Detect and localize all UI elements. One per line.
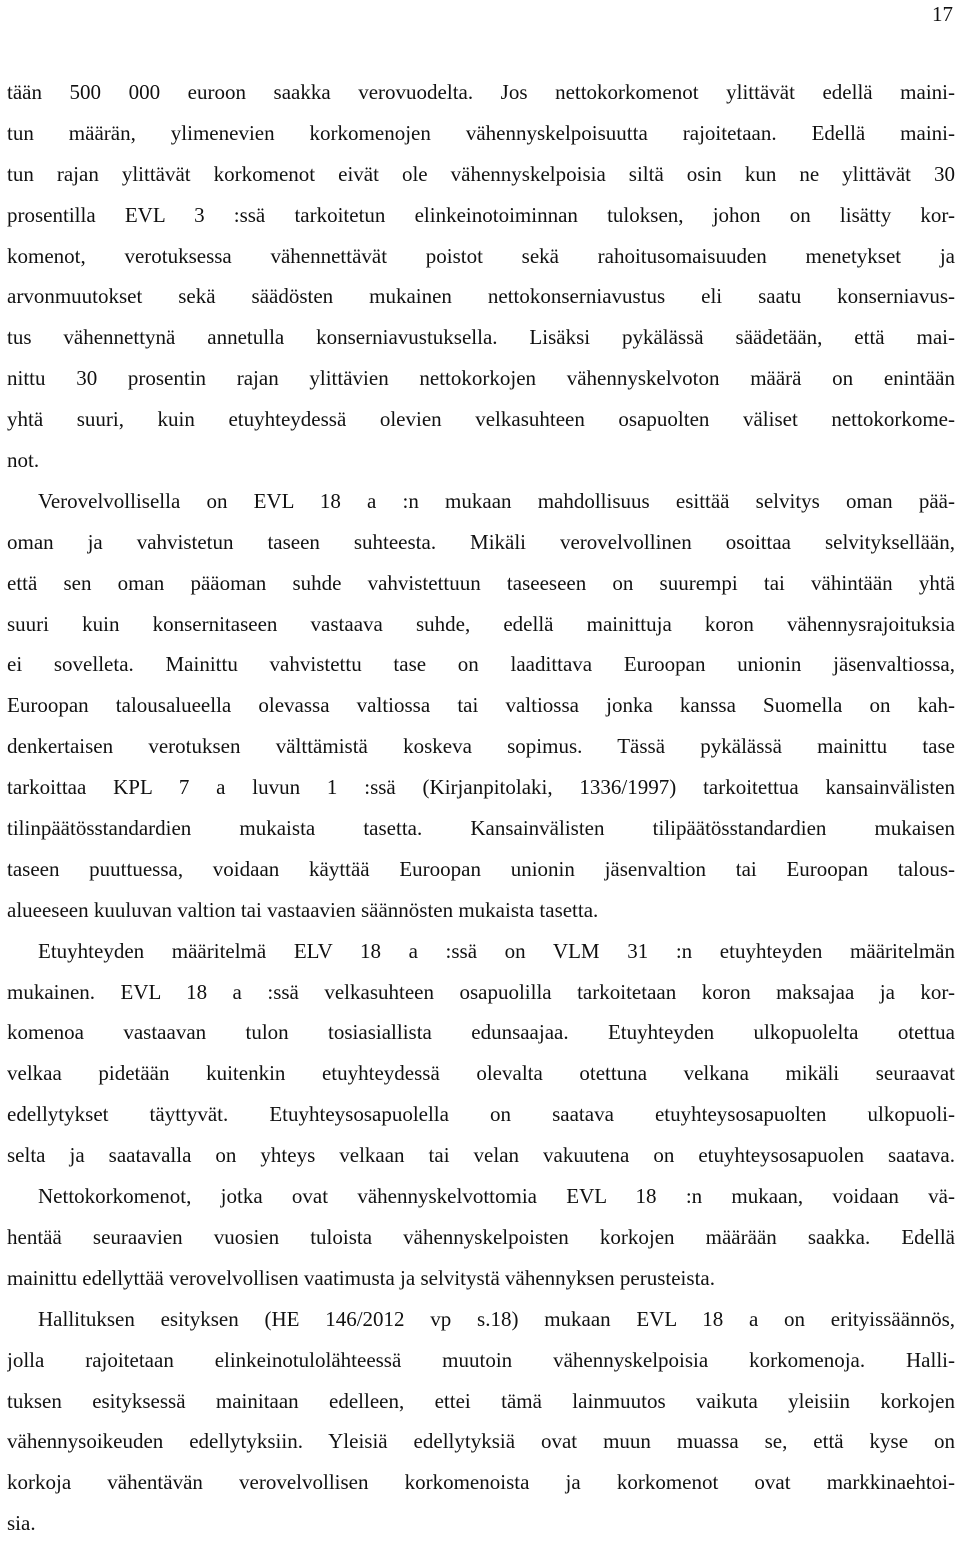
text-line: suuri kuin konsernitaseen vastaava suhde, edellä mainittuja koron vähennysrajoituksia (7, 611, 955, 636)
text-line: sia. (7, 1511, 36, 1536)
text-line: Hallituksen esityksen (HE 146/2012 vp s.18) mukaan EVL 18 a on erityissäännös, (38, 1306, 955, 1331)
body-text (7, 72, 955, 1544)
text-line: prosentilla EVL 3 :ssä tarkoitetun elinkeinotoiminnan tuloksen, johon on lisätty kor- (7, 202, 955, 227)
text-line: selta ja saatavalla on yhteys velkaan tai velan vakuutena on etuyhteysosapuolen saatava. (7, 1143, 955, 1168)
text-line: komenoa vastaavan tulon tosiasiallista edunsaajaa. Etuyhteyden ulkopuolelta otettua (7, 1020, 955, 1045)
text-line: mainittu edellyttää verovelvollisen vaatimusta ja selvitystä vähennyksen perusteista. (7, 1265, 715, 1290)
text-line: edellytykset täyttyvät. Etuyhteysosapuolella on saatava etuyhteysosapuolten ulkopuoli- (7, 1102, 955, 1127)
text-line: Verovelvollisella on EVL 18 a :n mukaan mahdollisuus esittää selvitys oman pää- (38, 488, 955, 513)
text-line: vähennysoikeuden edellytyksiin. Yleisiä edellytyksiä ovat muun muassa se, että kyse on (7, 1429, 955, 1454)
text-line: mukainen. EVL 18 a :ssä velkasuhteen osapuolilla tarkoitetaan koron maksajaa ja kor- (7, 979, 955, 1004)
text-line: Euroopan talousalueella olevassa valtiossa tai valtiossa jonka kanssa Suomella on kah- (7, 693, 955, 718)
text-line: tarkoittaa KPL 7 a luvun 1 :ssä (Kirjanpitolaki, 1336/1997) tarkoitettua kansainvälisten (7, 775, 955, 800)
text-line: ei sovelleta. Mainittu vahvistettu tase on laadittava Euroopan unionin jäsenvaltiossa, (7, 652, 955, 677)
text-line: tun rajan ylittävät korkomenot eivät ole vähennyskelpoisia siltä osin kun ne ylittävät 30 (7, 161, 955, 186)
text-line: denkertaisen verotuksen välttämistä koskeva sopimus. Tässä pykälässä mainittu tase (7, 734, 955, 759)
text-line: taseen puuttuessa, voidaan käyttää Euroopan unionin jäsenvaltion tai Euroopan talous- (7, 856, 955, 881)
text-line: että sen oman pääoman suhde vahvistettuun taseeseen on suurempi tai vähintään yhtä (7, 570, 955, 595)
text-line: tus vähennettynä annetulla konserniavustuksella. Lisäksi pykälässä säädetään, että mai- (7, 325, 955, 350)
text-line: korkoja vähentävän verovelvollisen korkomenoista ja korkomenot ovat markkinaehtoi- (7, 1470, 955, 1495)
text-line: jolla rajoitetaan elinkeinotulolähteessä muutoin vähennyskelpoisia korkomenoja. Halli- (7, 1347, 955, 1372)
text-line: tään 500 000 euroon saakka verovuodelta. Jos nettokorkomenot ylittävät edellä maini- (7, 80, 955, 104)
text-line: komenot, verotuksessa vähennettävät poistot sekä rahoitusomaisuuden menetykset ja (7, 243, 955, 268)
text-line: yhtä suuri, kuin etuyhteydessä olevien velkasuhteen osapuolten väliset nettokorkome- (7, 407, 955, 432)
text-line: tuksen esityksessä mainitaan edelleen, ettei tämä lainmuutos vaikuta yleisiin korkojen (7, 1388, 955, 1413)
text-line: velkaa pidetään kuitenkin etuyhteydessä olevalta otettuna velkana mikäli seuraavat (7, 1061, 955, 1086)
text-line: not. (7, 448, 40, 473)
page-number: 17 (932, 2, 953, 26)
text-line: oman ja vahvistetun taseen suhteesta. Mikäli verovelvollinen osoittaa selvityksellään, (7, 529, 955, 554)
text-line: arvonmuutokset sekä säädösten mukainen nettokonserniavustus eli saatu konserniavus- (7, 284, 955, 309)
text-line: tun määrän, ylimenevien korkomenojen vähennyskelpoisuutta rajoitetaan. Edellä maini- (7, 120, 955, 145)
text-line: nittu 30 prosentin rajan ylittävien nettokorkojen vähennyskelvoton määrä on enintään (7, 366, 955, 391)
text-line: hentää seuraavien vuosien tuloista vähennyskelpoisten korkojen määrään saakka. Edellä (7, 1224, 955, 1249)
text-line: tilinpäätösstandardien mukaista tasetta. Kansainvälisten tilipäätösstandardien mukaisen (7, 816, 955, 841)
text-line: alueeseen kuuluvan valtion tai vastaavien säännösten mukaista tasetta. (7, 897, 599, 922)
text-line: Nettokorkomenot, jotka ovat vähennyskelvottomia EVL 18 :n mukaan, voidaan vä- (38, 1184, 955, 1209)
text-line: Etuyhteyden määritelmä ELV 18 a :ssä on VLM 31 :n etuyhteyden määritelmän (38, 938, 955, 963)
